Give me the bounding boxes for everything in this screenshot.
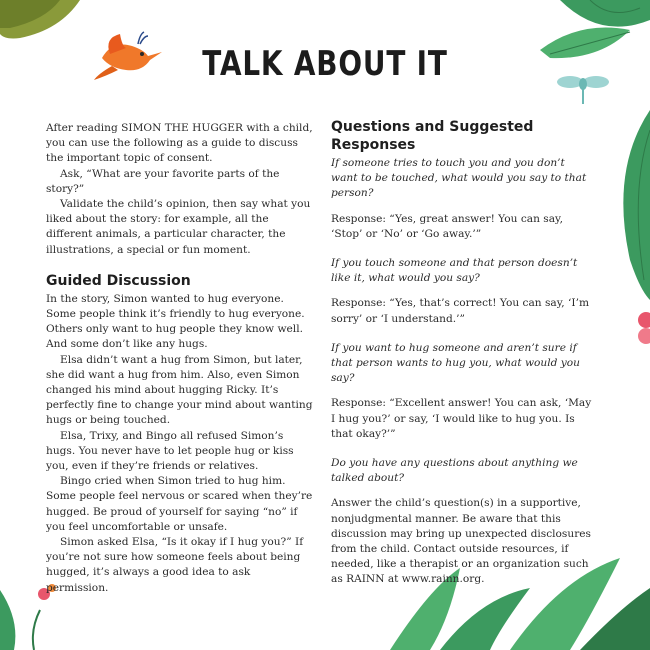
- left-column: [46, 121, 314, 596]
- guided-paragraph: Elsa didn’t want a hug from Simon, but later, she did want a hug from him. Also, even Simon changed his mind about hugging Ricky. It’s perfectly fine to change your mind about wanting hugs or being touched.: [46, 353, 313, 427]
- guided-paragraph: Simon asked Elsa, “Is it okay if I hug you?” If you’re not sure how someone feels about being hugged, it’s always a good idea to ask permission.: [46, 536, 304, 594]
- intro-paragraph: Ask, “What are your favorite parts of the story?”: [46, 167, 280, 195]
- question-text: If you touch someone and that person doesn’t like it, what would you say?: [331, 257, 578, 285]
- guided-paragraph: In the story, Simon wanted to hug everyone. Some people think it’s friendly to hug everyone. Others only want to hug people they know well. And some don’t like any hugs.: [46, 292, 305, 351]
- right-flower: [632, 308, 650, 348]
- top-left-foliage: [0, 0, 90, 40]
- guided-paragraph: Bingo cried when Simon tried to hug him. Some people feel nervous or scared when they’re hugged. Be proud of yourself for saying “no” if you feel uncomfortable or unsafe.: [46, 475, 313, 533]
- questions-heading: Questions and Suggested Responses: [331, 119, 534, 153]
- response-text: Answer the child’s question(s) in a supportive, nonjudgmental manner. Be aware that this discussion may bring up unexpected disclosures from the child. Contact outside resources, if needed, like a therapist or an organization such as RAINN at www.rainn.org.: [331, 497, 591, 586]
- question-text: If you want to hug someone and aren’t sure if that person wants to hug you, what would you say?: [331, 341, 580, 385]
- page-title: TALK ABOUT IT: [202, 44, 448, 84]
- intro-paragraph: After reading SIMON THE HUGGER with a child, you can use the following as a guide to discuss the important topic of consent.: [46, 122, 313, 165]
- response-text: Response: “Yes, great answer! You can say, ‘Stop’ or ‘No’ or ‘Go away.’”: [331, 212, 563, 240]
- question-text: Do you have any questions about anything we talked about?: [331, 457, 578, 485]
- guided-discussion-heading: Guided Discussion: [46, 272, 191, 289]
- right-leaf: [600, 110, 650, 300]
- question-text: If someone tries to touch you and you don’t want to be touched, what would you say to that person?: [331, 157, 587, 200]
- response-text: Response: “Yes, that’s correct! You can say, ‘I’m sorry’ or ‘I understand.’”: [331, 297, 589, 325]
- right-column: [331, 118, 593, 588]
- response-text: Response: “Excellent answer! You can ask, ‘May I hug you?’ or say, ‘I would like to hug you. Is that okay?’”: [331, 397, 592, 440]
- guided-paragraph: Elsa, Trixy, and Bingo all refused Simon’s hugs. You never have to let people hug or kiss you, even if they’re friends or relatives.: [46, 429, 294, 473]
- intro-paragraph: Validate the child’s opinion, then say what you liked about the story: for example, all the different animals, a particular character, the illustrations, a special or fun moment.: [46, 198, 311, 256]
